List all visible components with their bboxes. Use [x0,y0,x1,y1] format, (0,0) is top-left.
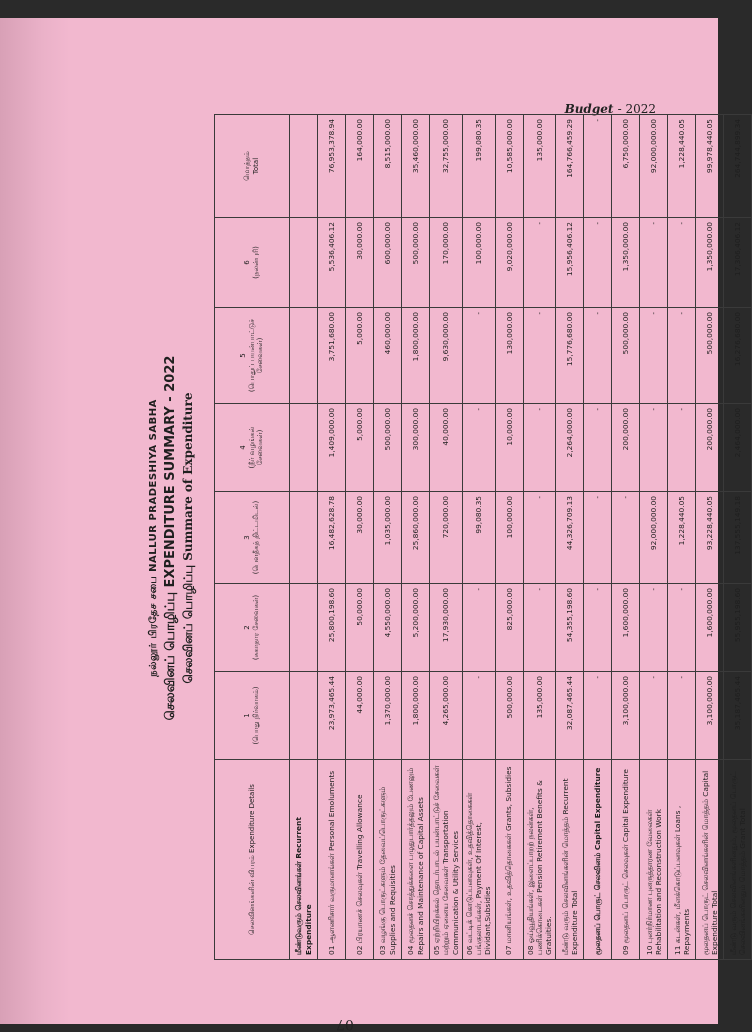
table-row [640,115,668,960]
row-value: - [462,404,495,492]
row-value: - [523,218,556,308]
row-value: 500,000.00 [612,308,640,404]
budget-label: Budget [564,102,614,116]
row-value: 10,000.00 [495,404,523,492]
row-value: - [462,584,495,672]
row-value: 1,800,000.00 [402,308,430,404]
row-value [290,218,318,308]
row-value: 32,087,465.44 [556,672,584,760]
section-row [290,115,318,960]
row-description: 04 மூலதனச் சொத்துக்களை பழுதுபார்த்தலும் பேணலும் Repairs and Maintenance of Capital Assets [402,760,430,960]
row-value: 54,355,198.60 [556,584,584,672]
row-value: 825,000.00 [495,584,523,672]
row-description: 06 வட்டிக் கொடுப்பனவுகள், உதவித்தொகைகள் பங்குலாபங்கள், Payment Of Interest, Dividant,Subsidies [462,760,495,960]
row-value: - [668,308,696,404]
row-value: 17,306,406.12 [724,218,752,308]
row-value: - [640,308,668,404]
table-row [346,115,374,960]
council-title: நல்லூர் பிரதேச சபை NALLUR PRADESHIYA SABHA [148,399,159,677]
table-row [374,115,402,960]
row-value: 1,035,000.00 [374,492,402,584]
table-row [495,115,523,960]
row-value: 30,000.00 [346,218,374,308]
row-value: 500,000.00 [696,308,724,404]
total-row [556,115,584,960]
row-value [290,492,318,584]
row-value: - [523,308,556,404]
column-header-4: 4 (நீர் வழங்கல் சேவைகள்) [215,404,290,492]
row-value: 16,482,628.78 [318,492,346,584]
row-value: - [523,404,556,492]
row-value: 44,326,709.13 [556,492,584,584]
row-value: - [668,218,696,308]
row-total-value: 199,080.35 [462,115,495,218]
column-header-details: செலவினங்களின் விபரம் Expenditure Details [215,760,290,960]
row-total-value: 135,000.00 [523,115,556,218]
row-value: 1,370,000.00 [374,672,402,760]
column-header-2: 2 (சுகாதார சேவைகள்) [215,584,290,672]
row-value: - [584,308,612,404]
row-total-value: 6,750,000.00 [612,115,640,218]
row-description: 11 கடன்கள், மீளக்கொடுப்பனவுகள் Loans , Repayments [668,760,696,960]
row-value: - [462,672,495,760]
row-value: 200,000.00 [696,404,724,492]
row-value: - [640,218,668,308]
row-value: 99,080.35 [462,492,495,584]
total-row [724,115,752,960]
row-value: - [462,308,495,404]
row-total-value: 1,228,440.05 [668,115,696,218]
row-description: 02 பிரயாணச் செலவுகள் Travelling Allowance [346,760,374,960]
row-value: 15,956,406.12 [556,218,584,308]
row-value: 137,555,149.18 [724,492,752,584]
row-description: மீண்டு வரும் செலவினங்களினதும், மூலதனப் பொருட் செலவினங்களினதும் மொத்தம் Grant Total [724,760,752,960]
row-value: 100,000.00 [495,492,523,584]
row-value: - [668,672,696,760]
column-header-total: மொத்தம் Total [215,115,290,218]
row-value: 1,600,000.00 [696,584,724,672]
summary-subtitle: செலவினப் பொழிப்பு Summare of Expenditure [181,392,195,684]
row-value: - [584,404,612,492]
row-total-value [290,115,318,218]
row-value: 4,265,000.00 [430,672,463,760]
row-value: 1,228,440.05 [668,492,696,584]
row-value: 17,930,000.00 [430,584,463,672]
row-description: 09 மூலதனப் பொருட் செலவுகள் Capital Expenditure [612,760,640,960]
row-description: மீண்டு வரும் செலவினங்களின் மொத்தம் Recurrent Expenditure Total [556,760,584,960]
title-block [148,108,197,968]
table-body [290,115,752,960]
expenditure-table [214,114,752,960]
row-description: 03 வழங்கு பொருட்களும் தேவைப்பொருட்களும் Supplies and Requisities [374,760,402,960]
row-total-value: 99,978,440.05 [696,115,724,218]
row-value: - [612,492,640,584]
table-row [462,115,495,960]
page-number: 07 [336,1016,354,1032]
row-value: 135,000.00 [523,672,556,760]
row-value: 500,000.00 [402,218,430,308]
row-value: - [584,218,612,308]
row-value: 5,200,000.00 [402,584,430,672]
row-total-value: 264,744,899.34 [724,115,752,218]
row-value: - [523,492,556,584]
row-value: 55,955,198.60 [724,584,752,672]
column-header-1: 1 (பொது நிர்வாகம்) [215,672,290,760]
table-row [318,115,346,960]
row-value: - [640,672,668,760]
row-value: 1,350,000.00 [696,218,724,308]
row-description: 07 மானியங்கள், உதவித்தொகைகள் Grants, Subsidies [495,760,523,960]
row-value: - [584,492,612,584]
row-value: 1,600,000.00 [612,584,640,672]
row-value: 500,000.00 [495,672,523,760]
row-total-value: 35,460,000.00 [402,115,430,218]
row-value: 170,000.00 [430,218,463,308]
rotated-summary-sheet [140,108,747,968]
column-header-3: 3 (பௌதீகத் திட்டமிடல்) [215,492,290,584]
row-value: 130,000.00 [495,308,523,404]
row-value: 2,264,000.00 [556,404,584,492]
row-value: 4,550,000.00 [374,584,402,672]
row-value: - [584,584,612,672]
table-row [612,115,640,960]
row-value: 92,000,000.00 [640,492,668,584]
row-value: 5,000.00 [346,308,374,404]
row-total-value: - [584,115,612,218]
budget-year: - 2022 [617,102,656,116]
row-value: 40,000.00 [430,404,463,492]
row-value: 1,800,000.00 [402,672,430,760]
row-value: 720,000.00 [430,492,463,584]
row-value [290,584,318,672]
total-row [696,115,724,960]
row-value: 44,000.00 [346,672,374,760]
row-value: 5,536,406.12 [318,218,346,308]
row-value: - [584,672,612,760]
row-description: மூலதனப் பொருட் செலவினம் Capital Expenditure [584,760,612,960]
row-value: 100,000.00 [462,218,495,308]
column-header-5: 5 (பொதுப் பயன்பாட்டுச் சேவைகள்) [215,308,290,404]
row-total-value: 164,766,459.29 [556,115,584,218]
row-total-value: 32,755,000.00 [430,115,463,218]
row-value: 9,020,000.00 [495,218,523,308]
row-value [290,672,318,760]
row-value: 3,100,000.00 [612,672,640,760]
row-value: 9,630,000.00 [430,308,463,404]
row-total-value: 10,585,000.00 [495,115,523,218]
row-value: 50,000.00 [346,584,374,672]
row-value: 23,973,465.44 [318,672,346,760]
binding-shadow [0,18,70,1024]
row-value: 200,000.00 [612,404,640,492]
row-value: 16,276,680.00 [724,308,752,404]
table-row [523,115,556,960]
row-value: - [640,584,668,672]
row-value: 1,350,000.00 [612,218,640,308]
row-total-value: 164,000.00 [346,115,374,218]
table-row [430,115,463,960]
row-value: 5,000.00 [346,404,374,492]
row-value: 460,000.00 [374,308,402,404]
row-value: 500,000.00 [374,404,402,492]
row-total-value: 92,000,000.00 [640,115,668,218]
row-description: மூலதனப் பொருட் செலவினங்களின் மொத்தம் Capital Expenditure Total [696,760,724,960]
row-value: 3,100,000.00 [696,672,724,760]
row-value: 25,800,198.60 [318,584,346,672]
table-row [668,115,696,960]
row-description: 01 ஆளணிசார் வருமானங்கள் Personal Emoluments [318,760,346,960]
summary-title: செலவினப் பொழிப்பு EXPENDITURE SUMMARY - 2022 [163,355,178,721]
row-value [290,308,318,404]
row-value: 30,000.00 [346,492,374,584]
row-value: - [640,404,668,492]
row-description: மீண்டுவரும் செலவினங்கள் Recurrent Expenditure [290,760,318,960]
row-total-value: 76,953,378.94 [318,115,346,218]
row-value: 300,000.00 [402,404,430,492]
row-description: 10 புனர்நிர்மாண புனருத்தாரண வேலைகள் Rehabilitation and Reconstruction Work [640,760,668,960]
row-value: 25,860,000.00 [402,492,430,584]
table-row [402,115,430,960]
row-description: 05 ஏற்றியிறக்கல் தொடர்பாடல் பயன்பாட்டுச் சேவைகள் மற்றும் ஏனைய சேவைகள் Transportation Communication & Utility Services [430,760,463,960]
row-value: 93,228,440.05 [696,492,724,584]
row-value: 2,464,000.00 [724,404,752,492]
row-value: 600,000.00 [374,218,402,308]
row-value: 1,409,000.00 [318,404,346,492]
document-page [0,18,747,1032]
row-value: - [523,584,556,672]
row-total-value: 8,515,000.00 [374,115,402,218]
row-value: 3,751,680.00 [318,308,346,404]
column-header-6: 6 (நலன்புரி) [215,218,290,308]
table-header-row [215,115,290,960]
row-value: - [668,404,696,492]
row-value: 15,776,680.00 [556,308,584,404]
section-row [584,115,612,960]
row-description: 08 ஓய்வூதியங்கள், இளைப்பாறற் நலன்கள், பணிக்கொடைகள் Pension Retirement Benefits & Gratuities. [523,760,556,960]
row-value: - [668,584,696,672]
row-value: 35,187,465.44 [724,672,752,760]
row-value [290,404,318,492]
